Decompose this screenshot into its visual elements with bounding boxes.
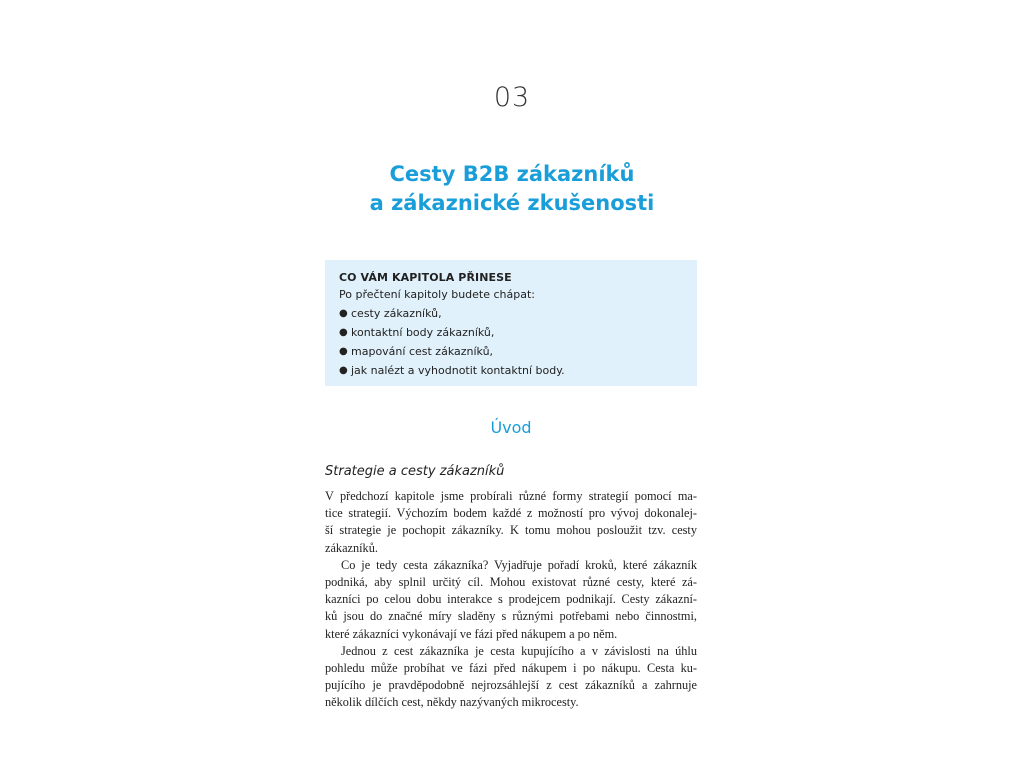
chapter-number: 03 [493, 82, 531, 113]
summary-list-item [339, 342, 683, 361]
summary-item-text: kontaktní body zákazníků, [351, 326, 495, 339]
text-line: podniká, aby splnil určitý cíl. Mohou existovat různé cesty, které zá- [325, 575, 697, 590]
text-line: kazníci po celou dobu interakce s prodejcem podnikají. Cesty zákazní- [325, 592, 697, 607]
summary-item-text: jak nalézt a vyhodnotit kontaktní body. [351, 364, 565, 377]
text-line: ší strategie je pochopit zákazníky. K tomu mohou posloužit tzv. cesty [325, 523, 697, 538]
text-line: pujícího je pravděpodobně nejrozsáhlejší z cest zákazníků a zahrnuje [325, 678, 697, 693]
subheading: Strategie a cesty zákazníků [325, 464, 505, 479]
text-line: Co je tedy cesta zákazníka? Vyjadřuje pořadí kroků, které zákazník [341, 557, 697, 572]
chapter-summary-box [325, 260, 697, 386]
summary-list-item [339, 323, 683, 342]
summary-intro: Po přečtení kapitoly budete chápat: [339, 288, 535, 301]
text-line: Jednou z cest zákazníka je cesta kupujícího a v závislosti na úhlu [341, 643, 697, 658]
text-line: pohledu může probíhat ve fázi před nákupem i po nákupu. Cesta ku- [325, 661, 697, 676]
text-line: několik dílčích cest, někdy nazývaných mikrocesty. [325, 695, 579, 710]
bullet-icon: ● [339, 365, 348, 376]
body-text [325, 488, 697, 712]
chapter-title [0, 160, 1024, 218]
bullet-icon: ● [339, 308, 348, 319]
bullet-icon: ● [339, 327, 348, 338]
summary-list [339, 304, 683, 380]
summary-item-text: mapování cest zákazníků, [351, 345, 494, 358]
text-line: ků jsou do značné míry sladěny s různými potřebami nebo činnostmi, [325, 609, 697, 624]
chapter-title-line-1: Cesty B2B zákazníků [389, 162, 635, 186]
summary-item-text: cesty zákazníků, [351, 307, 442, 320]
bullet-icon: ● [339, 346, 348, 357]
text-line: V předchozí kapitole jsme probírali různé formy strategií pomocí ma- [325, 489, 697, 503]
section-heading: Úvod [490, 418, 532, 437]
text-line: zákazníků. [325, 540, 378, 555]
chapter-title-line-2: a zákaznické zkušenosti [369, 191, 655, 215]
summary-list-item [339, 304, 683, 323]
summary-heading: CO VÁM KAPITOLA PŘINESE [339, 271, 512, 284]
text-line: které zákazníci vykonávají ve fázi před nákupem a po něm. [325, 626, 618, 641]
summary-list-item [339, 361, 683, 380]
text-line: tice strategií. Výchozím bodem každé z možností pro vývoj dokonalej- [325, 506, 697, 521]
